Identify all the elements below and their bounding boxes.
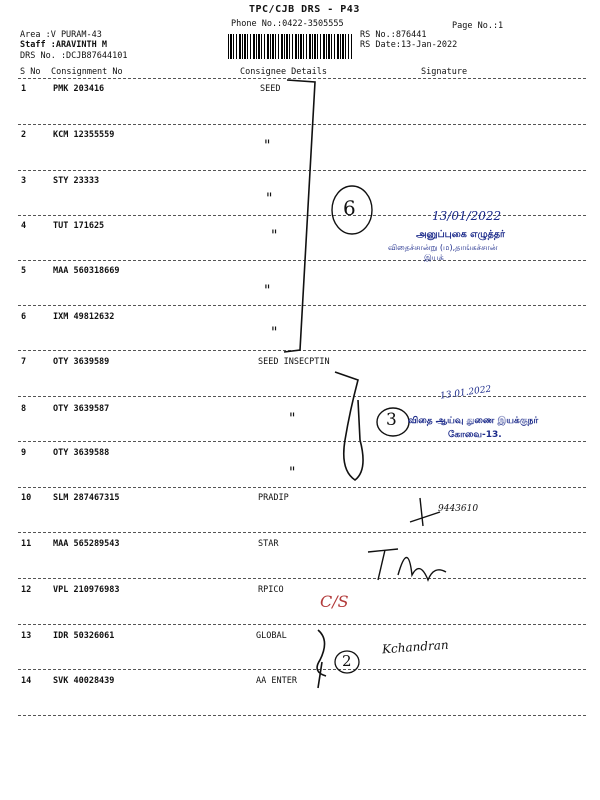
row-consignee: AA ENTER xyxy=(256,676,297,686)
row-consignment: PMK 203416 xyxy=(53,84,105,94)
signature-stroke xyxy=(410,498,440,526)
stamp-2-line-1: விதை ஆய்வு துணை இயக்குநர் xyxy=(408,416,539,426)
handwritten-number: 9443610 xyxy=(438,504,479,514)
row-sno: 12 xyxy=(21,585,32,595)
handwritten-date-2: 13.01.2022 xyxy=(439,384,492,402)
row-consignment: OTY 3639589 xyxy=(53,357,110,367)
handwritten-date-1: 13/01/2022 xyxy=(432,209,502,223)
row-consignment: KCM 12355559 xyxy=(53,130,115,140)
report-title: TPC/CJB DRS - P43 xyxy=(249,4,360,15)
col-signature: Signature xyxy=(421,67,468,77)
row-consignment: OTY 3639587 xyxy=(53,404,110,414)
row-consignee: STAR xyxy=(258,539,279,549)
count-3: 3 xyxy=(386,410,397,430)
row-sno: 4 xyxy=(21,221,27,231)
row-sno: 5 xyxy=(21,266,27,276)
bracket-stroke xyxy=(284,80,315,352)
ditto-mark: " xyxy=(270,228,279,244)
row-consignment: MAA 560318669 xyxy=(53,266,120,276)
row-consignment: STY 23333 xyxy=(53,176,100,186)
count-6: 6 xyxy=(343,196,356,220)
stamp-1-line-1: அனுப்புகை எழுத்தர் xyxy=(416,229,505,240)
stamp-2-line-2: கோவை-13. xyxy=(448,430,502,440)
ditto-mark: " xyxy=(288,411,297,427)
rs-date: RS Date:13-Jan-2022 xyxy=(360,40,458,50)
row-consignment: MAA 565289543 xyxy=(53,539,120,549)
stamp-1-line-2: விதைச்சான்று (ம),தாங்கச்சான் xyxy=(388,243,498,252)
row-consignment: IDR 50326061 xyxy=(53,631,115,641)
row-sno: 10 xyxy=(21,493,32,503)
row-sno: 3 xyxy=(21,176,27,186)
row-consignment: VPL 210976983 xyxy=(53,585,120,595)
ditto-mark: " xyxy=(288,465,297,481)
row-sno: 1 xyxy=(21,84,27,94)
ditto-mark: " xyxy=(265,191,274,207)
ditto-mark: " xyxy=(270,325,279,341)
row-consignee: SEED INSECPTIN xyxy=(258,357,330,367)
area-label: Area :V PURAM-43 xyxy=(20,30,102,40)
col-consignment: Consignment No xyxy=(51,67,123,77)
signature-stroke xyxy=(317,630,326,688)
row-consignment: SLM 287467315 xyxy=(53,493,120,503)
row-sno: 11 xyxy=(21,539,32,549)
row-consignee: PRADIP xyxy=(258,493,289,503)
phone-number: Phone No.:0422-3505555 xyxy=(231,19,344,29)
row-consignee: SEED xyxy=(260,84,281,94)
row-consignment: SVK 40028439 xyxy=(53,676,115,686)
row-consignment: IXM 49812632 xyxy=(53,312,115,322)
count-2: 2 xyxy=(342,652,352,670)
row-consignee: RPICO xyxy=(258,585,284,595)
row-sno: 13 xyxy=(21,631,32,641)
rs-number: RS No.:876441 xyxy=(360,30,427,40)
bracket-stroke xyxy=(335,372,363,480)
signature-stroke xyxy=(368,549,446,580)
cs-mark: C/S xyxy=(320,592,349,611)
col-consignee: Consignee Details xyxy=(240,67,327,77)
ditto-mark: " xyxy=(263,138,272,154)
drs-number: DRS No. :DCJB87644101 xyxy=(20,51,128,61)
row-sno: 9 xyxy=(21,448,27,458)
page-number: Page No.:1 xyxy=(452,21,504,31)
handwritten-name: Kchandran xyxy=(381,637,450,657)
row-sno: 2 xyxy=(21,130,27,140)
row-sno: 8 xyxy=(21,404,27,414)
row-sno: 7 xyxy=(21,357,27,367)
row-consignment: OTY 3639588 xyxy=(53,448,110,458)
stamp-1-line-3: இயக் xyxy=(424,253,444,262)
ditto-mark: " xyxy=(263,283,272,299)
row-sno: 6 xyxy=(21,312,27,322)
staff-label: Staff :ARAVINTH M xyxy=(20,40,107,50)
col-sno: S No xyxy=(20,67,41,77)
row-sno: 14 xyxy=(21,676,32,686)
row-consignee: GLOBAL xyxy=(256,631,287,641)
row-consignment: TUT 171625 xyxy=(53,221,105,231)
